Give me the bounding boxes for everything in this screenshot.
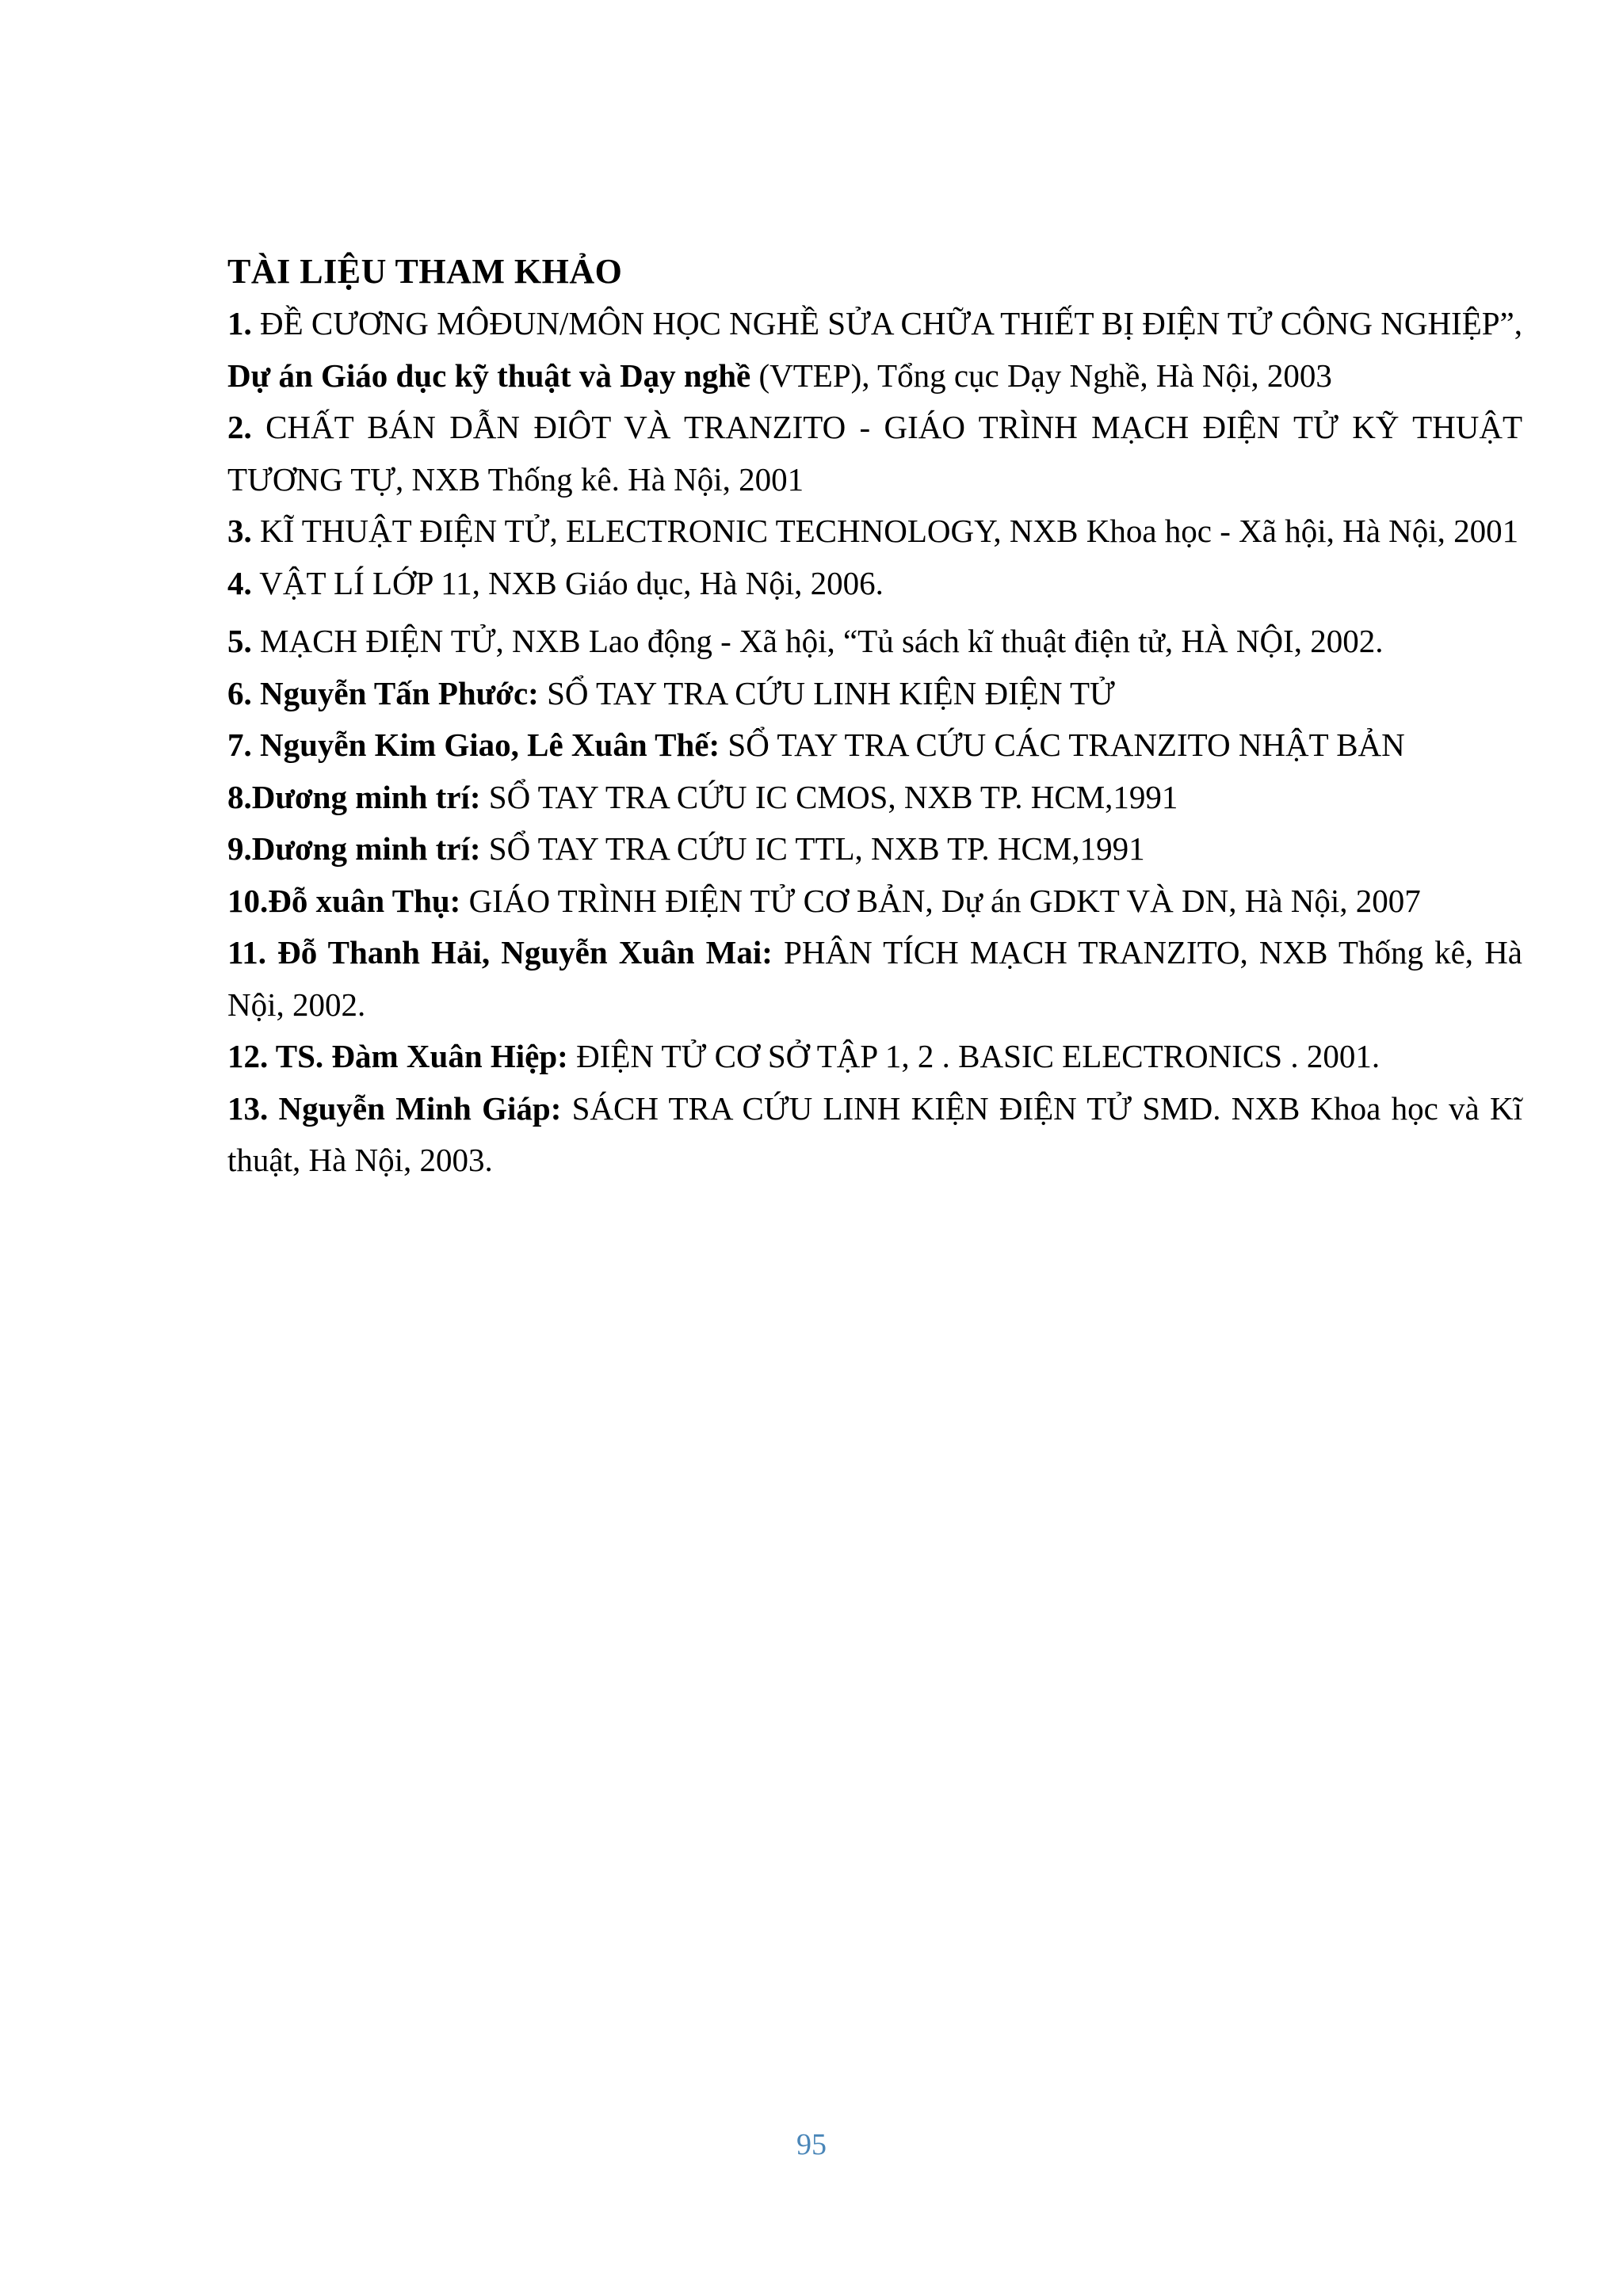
- reference-author: 13. Nguyễn Minh Giáp:: [227, 1089, 562, 1127]
- reference-item-5: [227, 616, 1522, 668]
- reference-text: CHẤT BÁN DẪN ĐIÔT VÀ TRANZITO - GIÁO TRÌNH MẠCH ĐIỆN TỬ KỸ THUẬT TƯƠNG TỰ, NXB Thống kê. Hà Nội, 2001: [227, 409, 1522, 498]
- reference-text: SÁCH TRA CỨU LINH KIỆN ĐIỆN TỬ SMD. NXB Khoa học và Kĩ thuật, Hà Nội, 2003.: [227, 1089, 1523, 1178]
- reference-text: GIÁO TRÌNH ĐIỆN TỬ CƠ BẢN, Dự án GDKT VÀ DN, Hà Nội, 2007: [460, 882, 1421, 919]
- reference-author: 10.Đỗ xuân Thụ:: [227, 882, 461, 919]
- reference-text: ĐIỆN TỬ CƠ SỞ TẬP 1, 2 . BASIC ELECTRONICS . 2001.: [567, 1038, 1381, 1074]
- page-number: 95: [796, 2128, 827, 2161]
- reference-text: SỔ TAY TRA CỨU CÁC TRANZITO NHẬT BẢN: [720, 727, 1405, 763]
- reference-number: 4.: [227, 564, 252, 601]
- reference-author: 12. TS. Đàm Xuân Hiệp:: [227, 1038, 568, 1074]
- reference-text-tail: (VTEP), Tổng cục Dạy Nghề, Hà Nội, 2003: [750, 357, 1332, 394]
- reference-item-13: [227, 1083, 1522, 1187]
- reference-author: 6. Nguyễn Tấn Phước:: [227, 674, 539, 711]
- reference-item-8: [227, 772, 1522, 824]
- reference-item-9: [227, 823, 1522, 875]
- reference-text: PHÂN TÍCH MẠCH TRANZITO, NXB Thống kê, Hà Nội, 2002.: [227, 934, 1522, 1023]
- reference-list: [227, 298, 1522, 1187]
- reference-item-6: [227, 668, 1522, 720]
- reference-author: 7. Nguyễn Kim Giao, Lê Xuân Thế:: [227, 727, 720, 763]
- reference-item-10: [227, 875, 1522, 928]
- references-section: [227, 246, 1522, 1187]
- reference-text: KĨ THUẬT ĐIỆN TỬ, ELECTRONIC TECHNOLOGY, NXB Khoa học - Xã hội, Hà Nội, 2001: [251, 513, 1519, 549]
- reference-text: VẬT LÍ LỚP 11, NXB Giáo dục, Hà Nội, 2006.: [251, 564, 884, 601]
- reference-author: 8.Dương minh trí:: [227, 778, 481, 815]
- reference-item-12: [227, 1031, 1522, 1083]
- reference-author: 9.Dương minh trí:: [227, 830, 481, 867]
- reference-item-3: [227, 505, 1522, 558]
- reference-project-name: Dự án Giáo dục kỹ thuật và Dạy nghề: [227, 357, 751, 394]
- reference-item-2: [227, 402, 1522, 505]
- reference-text: SỔ TAY TRA CỨU IC TTL, NXB TP. HCM,1991: [480, 830, 1145, 867]
- reference-number: 2.: [227, 409, 252, 445]
- reference-number: 5.: [227, 623, 252, 659]
- reference-text: SỔ TAY TRA CỨU LINH KIỆN ĐIỆN TỬ: [538, 674, 1115, 711]
- reference-number: 1.: [227, 305, 252, 341]
- reference-text: ĐỀ CƯƠNG MÔĐUN/MÔN HỌC NGHỀ SỬA CHỮA THIẾT BỊ ĐIỆN TỬ CÔNG NGHIỆP”,: [251, 305, 1522, 341]
- reference-author: 11. Đỗ Thanh Hải, Nguyễn Xuân Mai:: [227, 934, 773, 971]
- reference-number: 3.: [227, 513, 252, 549]
- section-heading: TÀI LIỆU THAM KHẢO: [227, 252, 623, 291]
- reference-item-4: [227, 558, 1522, 610]
- reference-item-1: [227, 298, 1522, 402]
- reference-text: SỔ TAY TRA CỨU IC CMOS, NXB TP. HCM,1991: [480, 778, 1178, 815]
- reference-item-11: [227, 927, 1522, 1031]
- reference-text: MẠCH ĐIỆN TỬ, NXB Lao động - Xã hội, “Tủ sách kĩ thuật điện tử, HÀ NỘI, 2002.: [251, 623, 1384, 659]
- reference-item-7: [227, 719, 1522, 772]
